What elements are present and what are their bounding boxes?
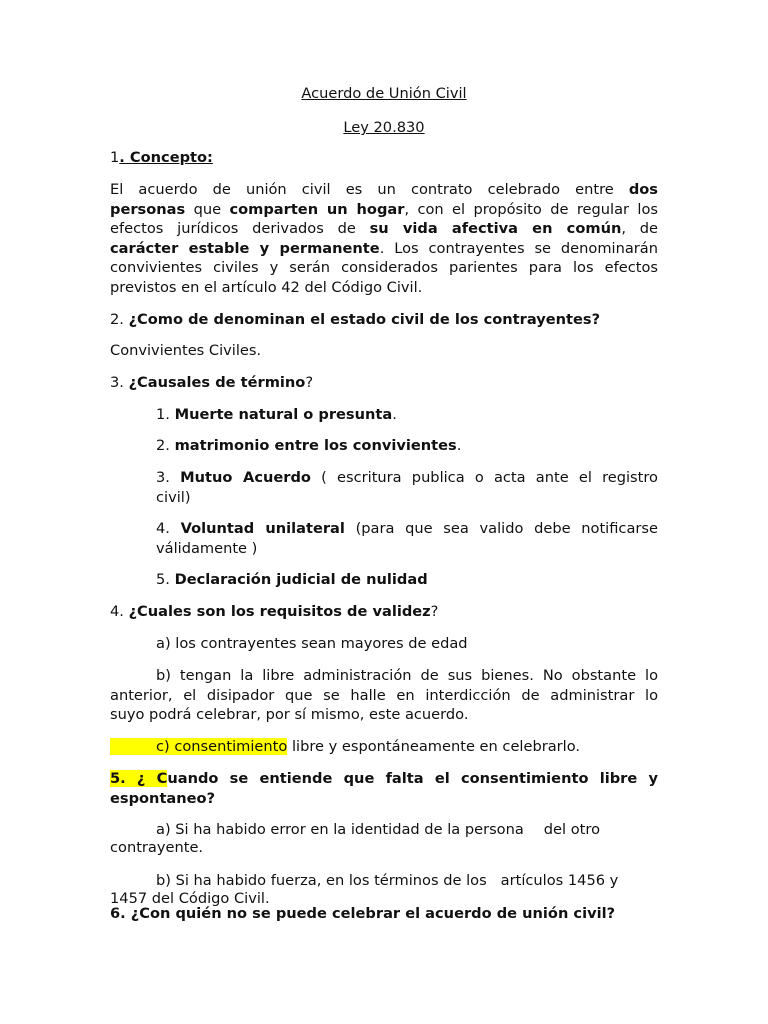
q5-answer-a-line-2: contrayente. [110, 838, 204, 856]
requisite-c-label: c) consentimiento [156, 738, 288, 755]
answer-text: artículos 1456 y [500, 872, 619, 889]
q5-answer-a-line-1 [156, 820, 600, 840]
section-1-heading [110, 148, 213, 168]
answer-text: del otro [543, 821, 600, 838]
requisite-c [110, 737, 580, 757]
causal-2 [156, 436, 461, 456]
para1-text: efectos jurídicos derivados de [110, 220, 370, 237]
question-2-text: ¿Como de denominan el estado civil de los contrayentes? [128, 311, 601, 328]
para1-bold: su vida afectiva en común [369, 220, 622, 237]
para1-line-5: convivientes civiles y serán considerados parientes para los efectos [110, 259, 658, 276]
q5-answer-b-line-2: 1457 del Código Civil. [110, 889, 270, 907]
question-2-number: 2. [110, 311, 129, 328]
question-3-tail: ? [305, 374, 314, 391]
list-text: (para que sea valido debe notificarse [344, 520, 658, 537]
list-number: 2. [156, 437, 175, 454]
causal-4 [156, 519, 658, 539]
question-2 [110, 310, 600, 330]
para1-text: . Los contrayentes se denominarán [379, 239, 658, 257]
para1-line-3 [110, 219, 658, 239]
list-text: ( escritura publica o acta ante el registro [310, 469, 658, 486]
requisite-c-text: libre y espontáneamente en celebrarlo. [287, 738, 581, 755]
list-bold: matrimonio entre los convivientes [174, 437, 457, 454]
question-4 [110, 602, 438, 622]
para1-text: que [185, 200, 230, 218]
question-3-text: ¿Causales de término [128, 374, 306, 391]
section-1-number: 1 [110, 149, 120, 166]
document-title: Acuerdo de Unión Civil [301, 85, 467, 102]
question-5-text: uando se entiende que falta el consentimiento libre y [167, 770, 658, 787]
question-4-number: 4. [110, 603, 129, 620]
para1-text: El acuerdo de unión civil es un contrato celebrado entre [110, 181, 629, 198]
para1-text: , de [621, 220, 659, 237]
list-number: 4. [156, 520, 181, 537]
requisite-b-line-3: suyo podrá celebrar, por sí mismo, este acuerdo. [110, 706, 469, 723]
question-6-text: ¿Con quién no se puede celebrar el acuerdo de unión civil? [130, 905, 616, 922]
answer-2: Convivientes Civiles. [110, 342, 262, 359]
question-3-number: 3. [110, 374, 129, 391]
question-6 [110, 904, 615, 924]
para1-bold: carácter estable y permanente [110, 239, 380, 257]
list-number: 3. [156, 469, 181, 486]
answer-text: a) Si ha habido error en la identidad de la persona [156, 821, 524, 838]
para1-line-1 [110, 180, 658, 200]
question-5-continuation-text: espontaneo? [110, 789, 216, 807]
para1-line-4 [110, 239, 658, 259]
section-1-label: . Concepto: [119, 149, 213, 166]
question-3 [110, 373, 313, 393]
list-bold: Muerte natural o presunta [174, 406, 393, 423]
causal-4-continuation: válidamente ) [156, 539, 258, 557]
para1-bold: personas [110, 200, 186, 218]
list-text: . [392, 406, 397, 423]
requisite-b-line-2: anterior, el disipador que se halle en interdicción de administrar lo [110, 686, 658, 704]
list-bold: Mutuo Acuerdo [180, 469, 311, 486]
para1-line-2 [110, 200, 658, 220]
para1-text: , con el propósito de regular los [404, 200, 658, 218]
para1-bold: dos [628, 181, 658, 198]
requisite-b-line-1: b) tengan la libre administración de sus bienes. No obstante lo [156, 667, 658, 684]
list-number: 1. [156, 406, 175, 423]
para1-bold: comparten un hogar [229, 200, 405, 218]
causal-1 [156, 405, 397, 425]
requisite-a: a) los contrayentes sean mayores de edad [156, 635, 468, 652]
highlighted-consent [110, 738, 287, 755]
question-4-tail: ? [430, 603, 439, 620]
document-subtitle: Ley 20.830 [343, 119, 425, 136]
list-bold: Voluntad unilateral [180, 520, 345, 537]
question-4-text: ¿Cuales son los requisitos de validez [128, 603, 431, 620]
question-5 [110, 769, 658, 789]
question-5-highlight: 5. ¿ C [110, 770, 168, 787]
causal-3-continuation: civil) [156, 488, 191, 506]
list-number: 5. [156, 571, 175, 588]
list-bold: Declaración judicial de nulidad [174, 571, 428, 588]
para1-line-6: previstos en el artículo 42 del Código Civil. [110, 278, 423, 296]
question-5-continuation [110, 789, 215, 809]
causal-5 [156, 570, 428, 590]
answer-text: b) Si ha habido fuerza, en los términos de los [156, 872, 487, 889]
list-text: . [456, 437, 462, 454]
question-6-number: 6. [110, 905, 131, 922]
causal-3 [156, 468, 658, 488]
